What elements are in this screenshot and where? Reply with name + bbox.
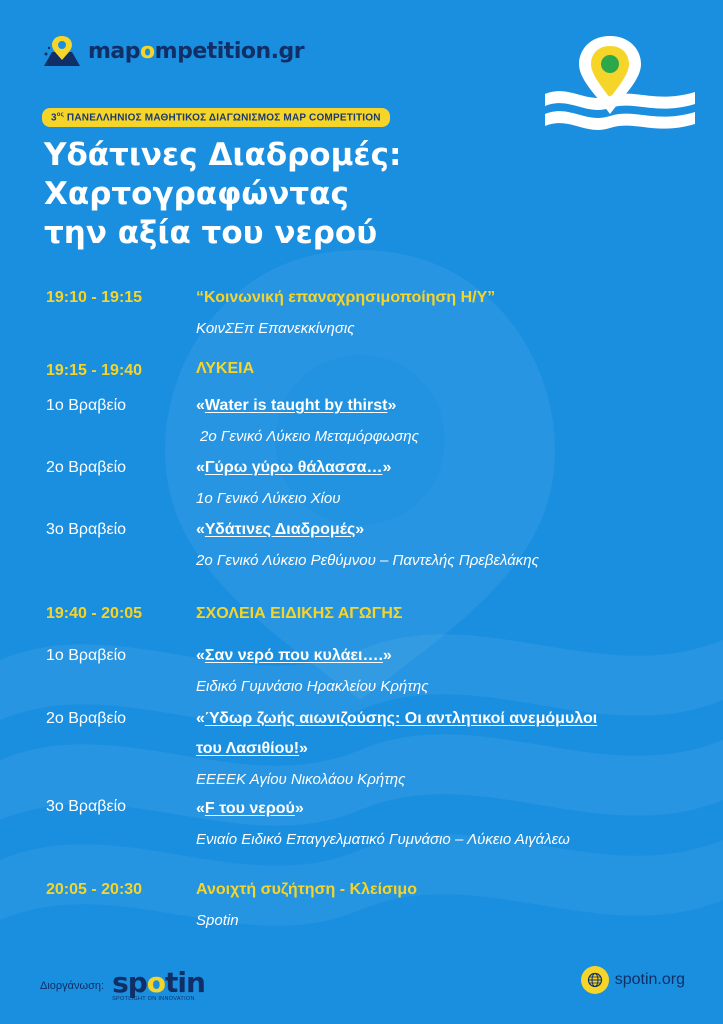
session-1-title: “Κοινωνική επαναχρησιμοποίηση Η/Υ”: [196, 289, 496, 306]
website-url[interactable]: spotin.org: [614, 971, 685, 988]
session-2-time: 19:15 - 19:40: [46, 362, 143, 379]
s3-prize-3-link: F του νερού: [204, 800, 295, 817]
session-4-title: Ανοιχτή συζήτηση - Κλείσιμο: [196, 881, 417, 898]
s2-prize-2-link: Γύρω γύρω θάλασσα…: [204, 459, 383, 476]
globe-icon: [581, 966, 609, 994]
s2-prize-1-school: 2ο Γενικό Λύκειο Μεταμόρφωσης: [200, 428, 419, 445]
s3-prize-2-work-line-2[interactable]: του Λασιθίου!»: [196, 740, 308, 757]
title-line-2: Χαρτογραφώντας: [44, 176, 349, 212]
s3-prize-2-link-line-1: Ύδωρ ζωής αιωνιζούσης: Οι αντλητικοί ανεμόμυλοι: [204, 710, 598, 727]
s2-prize-1-label: 1ο Βραβείο: [46, 397, 127, 414]
map-pin-logo-icon: [42, 34, 82, 68]
session-3-title: ΣΧΟΛΕΙΑ ΕΙΔΙΚΗΣ ΑΓΩΓΗΣ: [196, 605, 403, 622]
s3-prize-1-link: Σαν νερό που κυλάει….: [204, 647, 383, 664]
s3-prize-3-school: Ενιαίο Ειδικό Επαγγελματικό Γυμνάσιο – Λύκειο Αιγάλεω: [196, 831, 570, 848]
s2-prize-2-school: 1ο Γενικό Λύκειο Χίου: [196, 490, 341, 507]
spotin-wordmark: spotin: [112, 966, 205, 999]
s2-prize-3-work[interactable]: «Υδάτινες Διαδρομές»: [196, 521, 365, 538]
session-2-title: ΛΥΚΕΙΑ: [196, 360, 255, 377]
s2-prize-1-work[interactable]: «Water is taught by thirst»: [196, 397, 397, 414]
logo-text: mapompetition.gr: [88, 38, 305, 64]
session-1-subtitle: ΚοινΣΕπ Επανεκκίνησις: [196, 320, 355, 337]
s3-prize-3-work[interactable]: «F του νερού»: [196, 800, 304, 817]
s3-prize-2-work[interactable]: «Ύδωρ ζωής αιωνιζούσης: Οι αντλητικοί ανεμόμυλοι: [196, 710, 598, 727]
session-4-subtitle: Spotin: [196, 912, 239, 929]
s3-prize-3-label: 3ο Βραβείο: [46, 798, 127, 815]
s2-prize-2-label: 2ο Βραβείο: [46, 459, 127, 476]
s2-prize-2-work[interactable]: «Γύρω γύρω θάλασσα…»: [196, 459, 392, 476]
title-line-1: Υδάτινες Διαδρομές:: [44, 137, 402, 173]
s2-prize-3-school: 2ο Γενικό Λύκειο Ρεθύμνου – Παντελής Πρεβελάκης: [196, 552, 539, 569]
s2-prize-1-link: Water is taught by thirst: [204, 397, 388, 414]
session-3-time: 19:40 - 20:05: [46, 605, 143, 622]
spotin-logo: [112, 966, 205, 1002]
s2-prize-3-link: Υδάτινες Διαδρομές: [204, 521, 356, 538]
s3-prize-1-school: Ειδικό Γυμνάσιο Ηρακλείου Κρήτης: [196, 678, 429, 695]
session-1-time: 19:10 - 19:15: [46, 289, 143, 306]
s3-prize-2-school: ΕΕΕΕΚ Αγίου Νικολάου Κρήτης: [196, 771, 406, 788]
s3-prize-1-label: 1ο Βραβείο: [46, 647, 127, 664]
s3-prize-2-label: 2ο Βραβείο: [46, 710, 127, 727]
website-link[interactable]: [581, 966, 685, 994]
session-4-time: 20:05 - 20:30: [46, 881, 143, 898]
s3-prize-2-link-line-2: του Λασιθίου!: [196, 740, 300, 757]
spotin-tagline: SPOTLIGHT ON INNOVATION: [112, 996, 195, 1002]
organizer: [40, 966, 205, 1002]
mapcompetition-logo: [42, 34, 304, 68]
page-title: [44, 136, 464, 253]
title-line-3: την αξία του νερού: [44, 215, 378, 251]
map-marker-waves-icon: [545, 34, 695, 134]
s2-prize-3-label: 3ο Βραβείο: [46, 521, 127, 538]
s3-prize-1-work[interactable]: «Σαν νερό που κυλάει….»: [196, 647, 392, 664]
organizer-label: Διοργάνωση:: [40, 980, 105, 992]
competition-badge: $3^{o\varsigma}$ ΠΑΝΕΛΛΗΝΙΟΣ ΜΑΘΗΤΙΚΟΣ ΔΙΑΓΩΝΙΣΜΟΣ MAP COMPETITION: [42, 108, 390, 127]
